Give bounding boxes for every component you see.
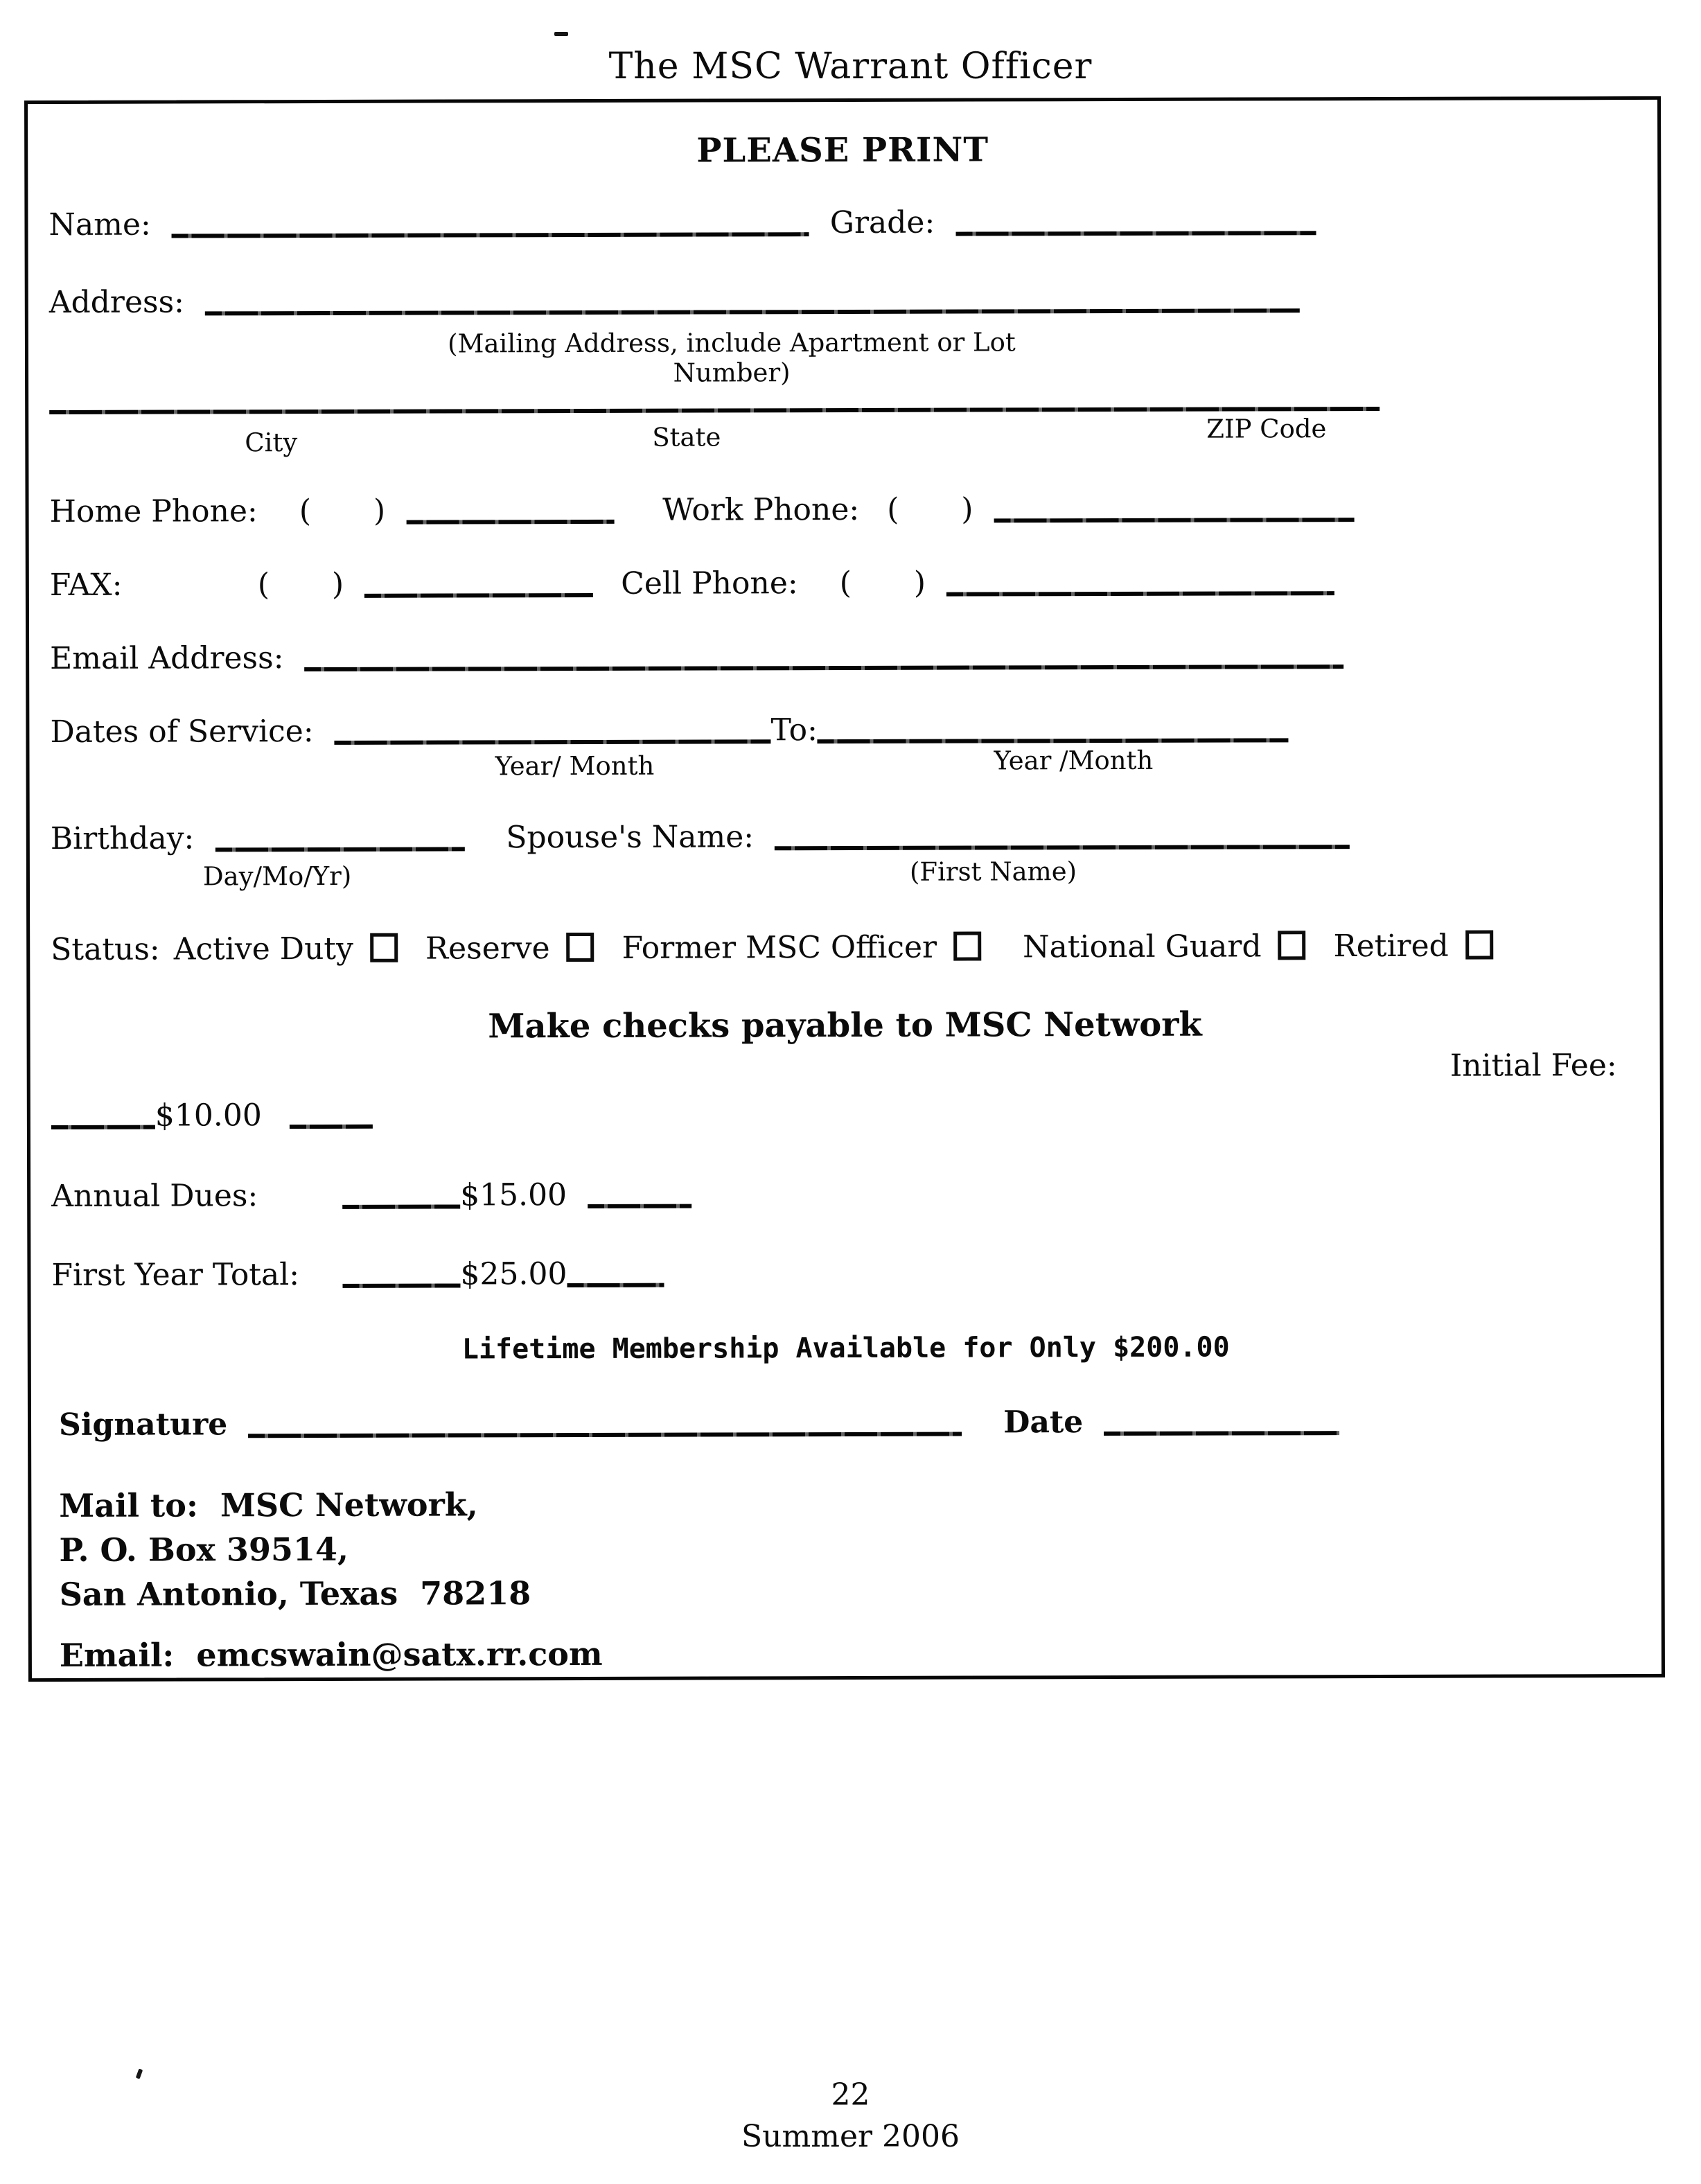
paren-open: ( (887, 491, 899, 527)
year-month-from-hint: Year/ Month (495, 750, 655, 782)
phone-row (50, 492, 1638, 528)
annual-dues-underline-right (588, 1204, 691, 1208)
date-underline (1104, 1431, 1339, 1436)
dates-of-service-row (50, 712, 1638, 748)
status-option-label: Former MSC Officer (622, 929, 937, 966)
spouse-hint: (First Name) (909, 856, 1077, 887)
date-label: Date (1003, 1404, 1084, 1441)
status-option-former-msc-officer (622, 931, 982, 965)
city-label: City (245, 428, 298, 458)
birthday-label: Birthday: (50, 820, 195, 857)
grade-label: Grade: (829, 204, 935, 241)
work-phone-underline (994, 518, 1355, 522)
name-grade-row (49, 205, 1637, 241)
page-title: The MSC Warrant Officer (608, 46, 1093, 87)
spouse-underline (775, 845, 1350, 850)
birthday-hint: Day/Mo/Yr) (202, 861, 352, 892)
to-label: To: (770, 712, 818, 748)
year-month-to-hint: Year /Month (994, 745, 1154, 776)
status-option-retired (1333, 928, 1493, 965)
signature-underline (248, 1432, 962, 1438)
active-duty-checkbox (370, 933, 398, 962)
paren-open: ( (839, 565, 852, 601)
first-year-total-label: First Year Total: (51, 1257, 300, 1293)
fax-label: FAX: (49, 567, 123, 604)
retired-checkbox (1465, 931, 1493, 960)
lifetime-note-row (31, 1332, 1661, 1365)
national-guard-checkbox (1278, 931, 1306, 960)
status-option-national-guard (1022, 928, 1306, 965)
initial-fee-underline-left (51, 1125, 155, 1129)
checks-note-row (30, 1006, 1659, 1046)
membership-form-box (24, 96, 1665, 1682)
scan-artifact (554, 32, 568, 36)
first-year-underline-right (567, 1283, 664, 1287)
birthday-underline (215, 847, 464, 852)
annual-dues-row (51, 1177, 1639, 1213)
state-label: State (652, 422, 721, 452)
paren-close: ) (961, 491, 973, 527)
service-from-underline (335, 739, 771, 745)
status-label: Status: (51, 931, 160, 967)
home-phone-underline (406, 520, 614, 525)
paren-close: ) (331, 566, 344, 602)
paren-open: ( (299, 493, 312, 529)
cell-phone-underline (946, 591, 1334, 596)
annual-dues-amount: $15.00 (460, 1177, 567, 1213)
paren-close: ) (373, 493, 386, 529)
initial-fee-amount: $10.00 (155, 1098, 262, 1134)
fax-underline (364, 593, 593, 598)
annual-dues-underline-left (342, 1205, 460, 1209)
mail-to-line1: Mail to: MSC Network, (59, 1486, 478, 1524)
mail-to-line3: San Antonio, Texas 78218 (59, 1574, 531, 1613)
city-state-zip-line-row (49, 406, 1637, 417)
paren-close: ) (913, 565, 926, 601)
former-msc-officer-checkbox (953, 932, 981, 961)
email-underline (305, 664, 1344, 671)
initial-fee-label: Initial Fee: (1449, 1048, 1617, 1084)
status-option-active-duty (174, 933, 398, 966)
first-year-total-row (51, 1256, 1639, 1292)
cell-phone-label: Cell Phone: (621, 565, 798, 601)
address-hint: (Mailing Address, include Apartment or Lot Number) (448, 327, 1016, 388)
paren-open: ( (257, 567, 270, 603)
name-label: Name: (49, 206, 151, 243)
dates-of-service-label: Dates of Service: (50, 714, 314, 750)
checks-note: Make checks payable to MSC Network (488, 1005, 1202, 1046)
signature-label: Signature (58, 1407, 228, 1443)
form-heading: PLEASE PRINT (696, 130, 989, 170)
grade-underline (955, 231, 1316, 236)
status-option-label: Retired (1333, 928, 1449, 965)
reserve-checkbox (567, 933, 594, 962)
zip-label: ZIP Code (1206, 414, 1327, 444)
status-row (51, 930, 1639, 966)
initial-fee-underline-right (290, 1125, 373, 1129)
contact-email: Email: emcswain@satx.rr.com (59, 1635, 603, 1674)
annual-dues-label: Annual Dues: (51, 1178, 258, 1214)
signature-date-row (59, 1405, 1640, 1441)
mail-to-line2: P. O. Box 39514, (59, 1530, 349, 1569)
address-underline (205, 308, 1300, 315)
status-option-label: Reserve (425, 931, 550, 967)
lifetime-note: Lifetime Membership Available for Only $200.00 (461, 1331, 1230, 1366)
spouse-label: Spouse's Name: (506, 819, 755, 856)
birthday-spouse-row (51, 819, 1639, 855)
city-state-zip-underline (49, 407, 1380, 414)
home-phone-label: Home Phone: (49, 493, 258, 530)
status-option-label: Active Duty (173, 931, 353, 967)
address-row (49, 283, 1637, 319)
service-to-underline (818, 739, 1289, 744)
first-year-total-amount: $25.00 (460, 1256, 567, 1292)
fax-cell-row (49, 565, 1638, 604)
name-underline (172, 232, 809, 238)
status-option-label: National Guard (1022, 928, 1262, 965)
email-label: Email Address: (50, 640, 284, 677)
status-option-reserve (425, 933, 594, 965)
initial-fee-row (51, 1096, 1639, 1132)
first-year-underline-left (342, 1284, 460, 1288)
email-row (50, 639, 1638, 675)
footer-issue: Summer 2006 (741, 2119, 960, 2154)
footer-page-number: 22 (831, 2077, 870, 2113)
address-label: Address: (49, 284, 185, 321)
work-phone-label: Work Phone: (662, 491, 860, 528)
